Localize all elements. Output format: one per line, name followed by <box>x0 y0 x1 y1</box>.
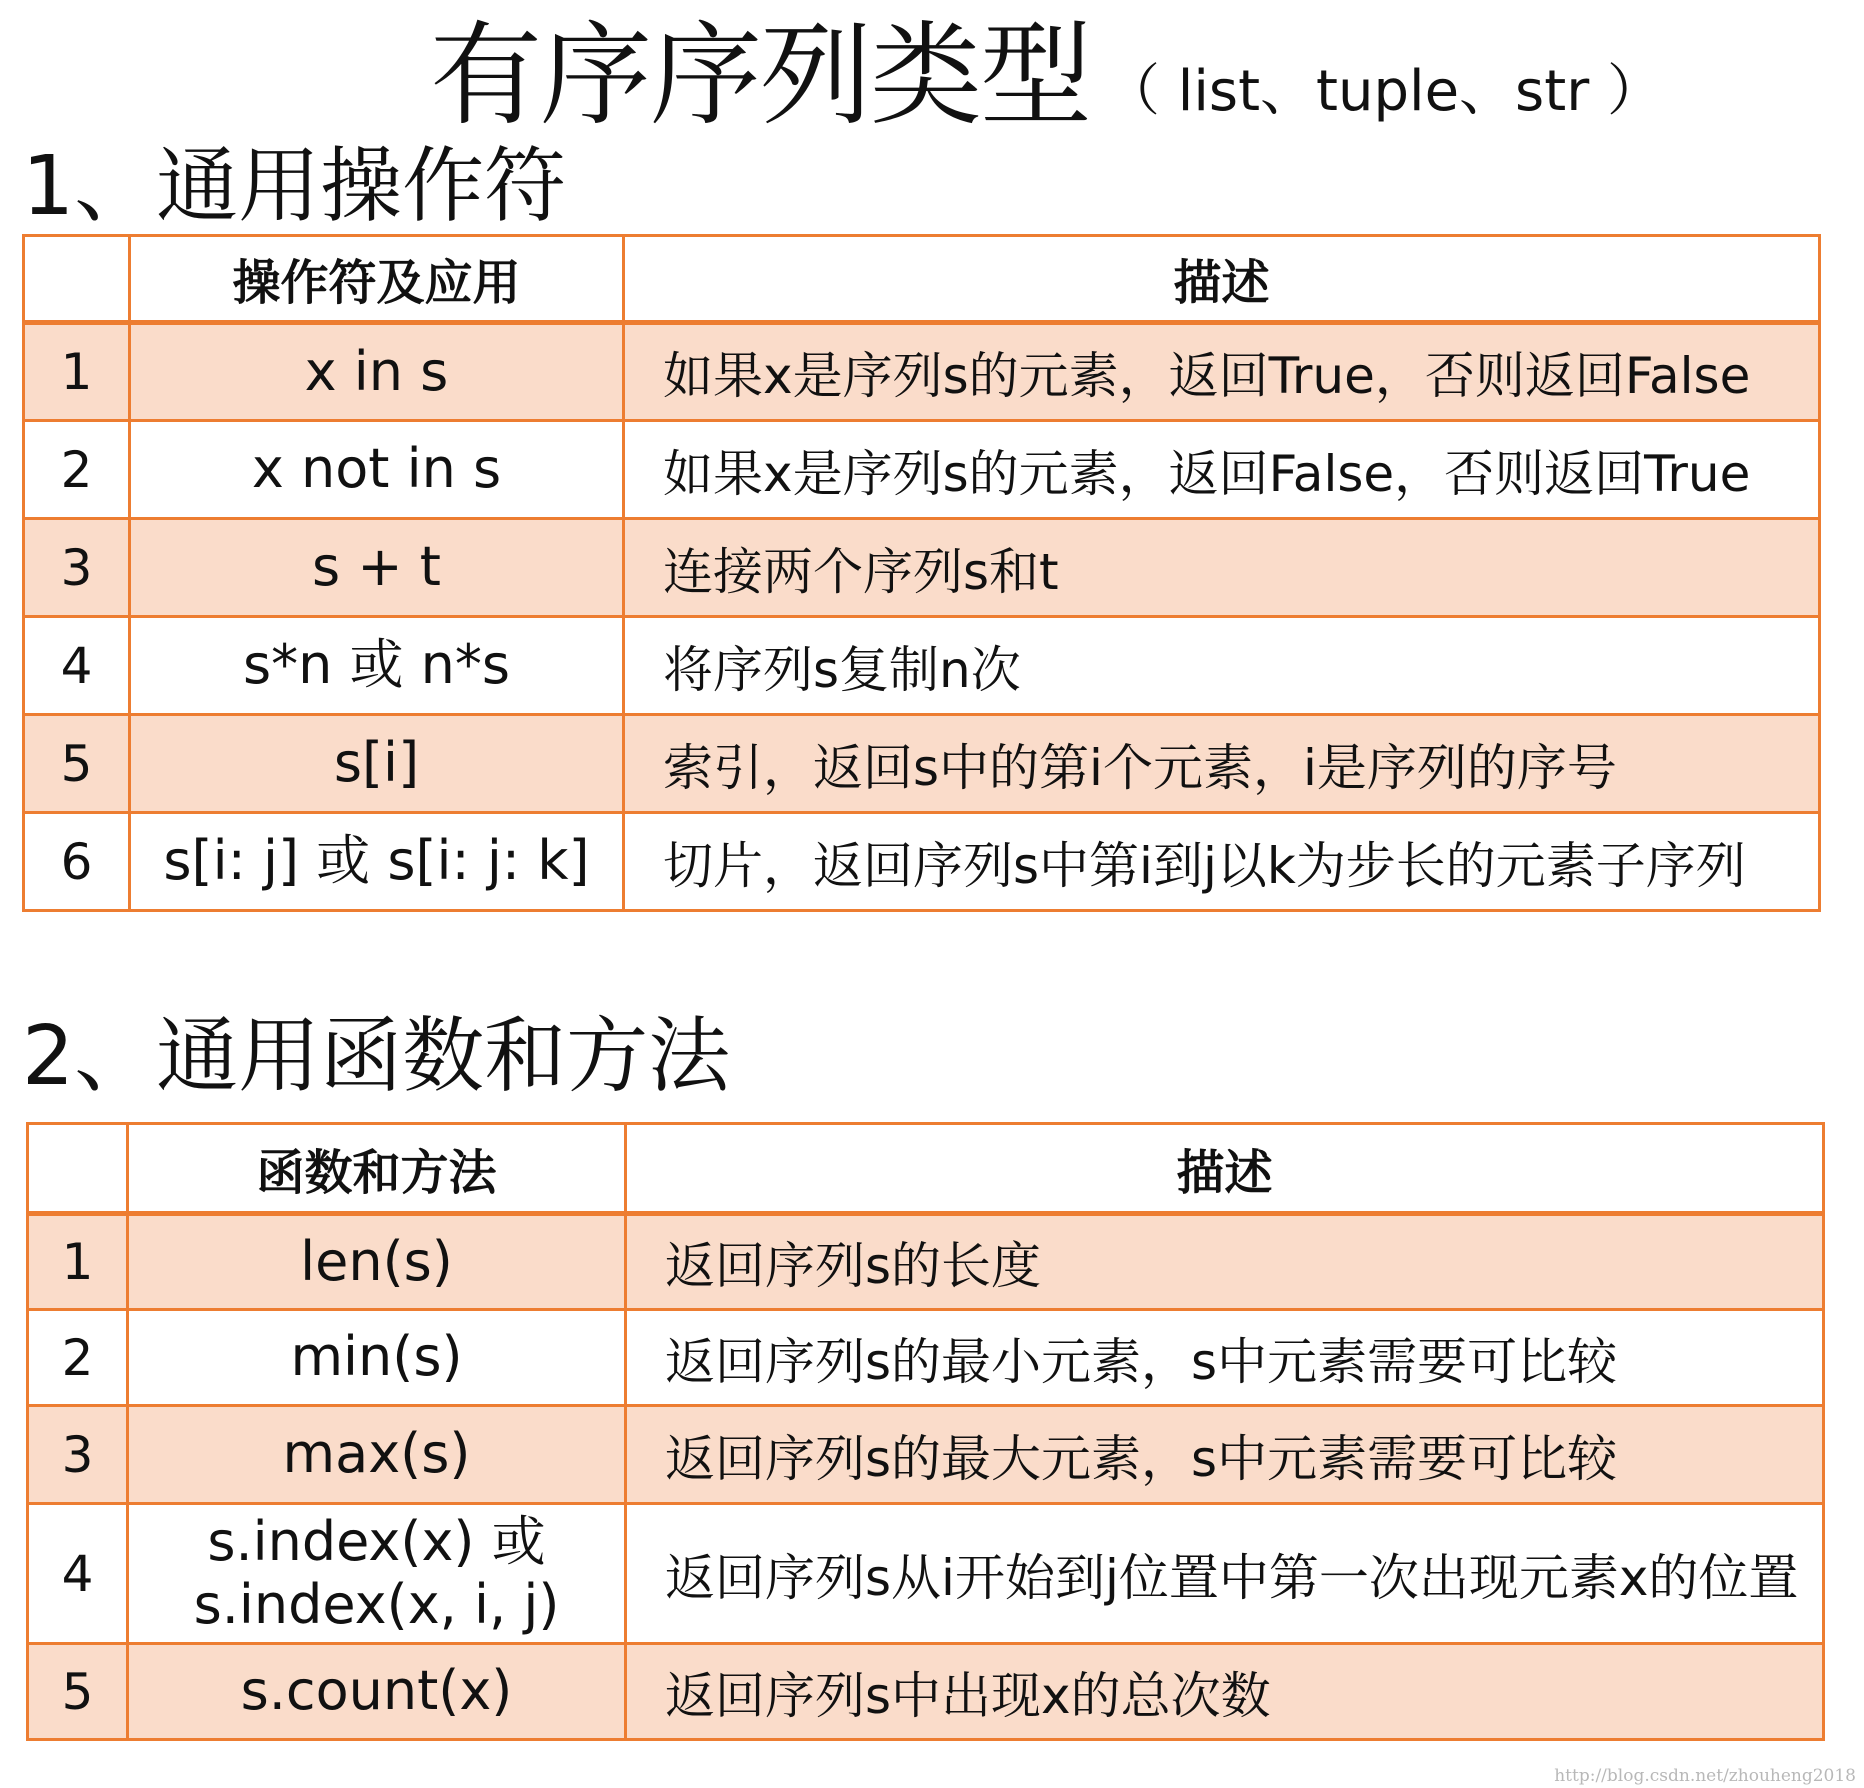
table-header-row <box>24 236 1820 323</box>
table-row <box>24 519 1820 617</box>
page-title-subtitle: （ list、tuple、str ） <box>1104 59 1664 124</box>
row-index: 3 <box>28 1406 128 1504</box>
row-index: 5 <box>28 1644 128 1740</box>
row-index: 3 <box>24 519 130 617</box>
header-index-cell <box>24 236 130 323</box>
table-row <box>28 1504 1824 1644</box>
table-row <box>28 1644 1824 1740</box>
row-operator: s*n 或 n*s <box>130 617 624 715</box>
header-function-cell: 函数和方法 <box>128 1124 626 1214</box>
header-index-cell <box>28 1124 128 1214</box>
row-description: 返回序列s的最大元素，s中元素需要可比较 <box>626 1406 1824 1504</box>
row-function: max(s) <box>128 1406 626 1504</box>
row-operator: s[i: j] 或 s[i: j: k] <box>130 813 624 911</box>
page-title <box>430 2 1670 141</box>
row-index: 6 <box>24 813 130 911</box>
header-description-cell: 描述 <box>624 236 1820 323</box>
row-index: 2 <box>24 421 130 519</box>
table-row <box>24 715 1820 813</box>
page-title-main: 有序序列类型 <box>430 11 1090 141</box>
row-function: s.index(x) 或 s.index(x, i, j) <box>128 1504 626 1644</box>
table-row <box>24 813 1820 911</box>
header-description-cell: 描述 <box>626 1124 1824 1214</box>
table-row <box>24 421 1820 519</box>
row-index: 4 <box>28 1504 128 1644</box>
row-description: 索引，返回s中的第i个元素，i是序列的序号 <box>624 715 1820 813</box>
row-description: 切片，返回序列s中第i到j以k为步长的元素子序列 <box>624 813 1820 911</box>
table-row <box>24 323 1820 421</box>
row-function: min(s) <box>128 1310 626 1406</box>
row-function: s.count(x) <box>128 1644 626 1740</box>
row-description: 如果x是序列s的元素，返回True，否则返回False <box>624 323 1820 421</box>
header-operator-cell: 操作符及应用 <box>130 236 624 323</box>
row-index: 1 <box>24 323 130 421</box>
watermark: http://blog.csdn.net/zhouheng2018 <box>1554 1766 1856 1786</box>
row-description: 返回序列s的最小元素，s中元素需要可比较 <box>626 1310 1824 1406</box>
table-row <box>28 1214 1824 1310</box>
row-index: 1 <box>28 1214 128 1310</box>
row-description: 如果x是序列s的元素，返回False，否则返回True <box>624 421 1820 519</box>
row-operator: x not in s <box>130 421 624 519</box>
table-row <box>24 617 1820 715</box>
row-operator: s + t <box>130 519 624 617</box>
row-description: 返回序列s中出现x的总次数 <box>626 1644 1824 1740</box>
section-2-heading: 2、通用函数和方法 <box>22 1009 731 1104</box>
row-function: len(s) <box>128 1214 626 1310</box>
row-description: 返回序列s从i开始到j位置中第一次出现元素x的位置 <box>626 1504 1824 1644</box>
row-description: 返回序列s的长度 <box>626 1214 1824 1310</box>
row-description: 将序列s复制n次 <box>624 617 1820 715</box>
table-header-row <box>28 1124 1824 1214</box>
row-operator: s[i] <box>130 715 624 813</box>
section-1-heading: 1、通用操作符 <box>22 139 567 234</box>
row-description: 连接两个序列s和t <box>624 519 1820 617</box>
row-operator: x in s <box>130 323 624 421</box>
functions-table <box>26 1122 1825 1741</box>
row-index: 2 <box>28 1310 128 1406</box>
row-index: 4 <box>24 617 130 715</box>
table-row <box>28 1406 1824 1504</box>
table-row <box>28 1310 1824 1406</box>
operators-table <box>22 234 1821 912</box>
row-index: 5 <box>24 715 130 813</box>
